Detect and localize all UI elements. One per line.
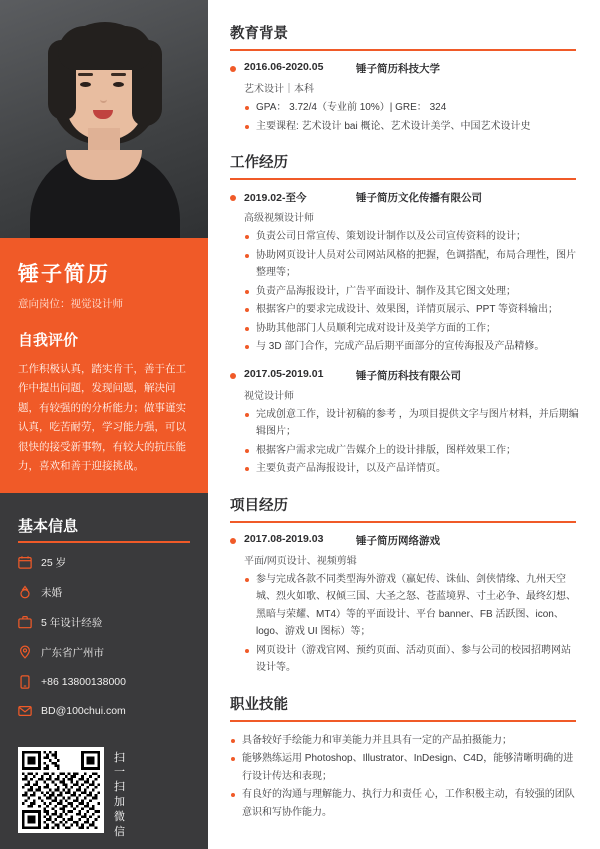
project-role: 平面/网页设计、视频剪辑	[244, 555, 357, 567]
list-item: GPA： 3.72/4（专业前 10%）| GRE： 324	[244, 99, 580, 117]
list-item: 网页设计（游戏官网、预约页面、活动页面）、参与公司的校园招聘网站设计等。	[244, 642, 580, 677]
work-section	[230, 151, 580, 478]
list-item: 根据客户的要求完成设计、效果图，详情页展示、PPT 等资料输出；	[244, 301, 580, 319]
list-item: 能够熟练运用 Photoshop、Illustrator、InDesign、C4D，能够清晰明确的进行设计传达和表现；	[230, 750, 580, 785]
list-item: 主要负责产品海报设计，以及产品详情页。	[244, 460, 580, 478]
education-school: 锤子简历科技大学	[356, 63, 440, 75]
info-experience: 5 年设计经验	[41, 616, 103, 629]
list-item: 协助网页设计人员对公司网站风格的把握，色调搭配，布局合理性，图片整理等；	[244, 247, 580, 282]
education-date: 2016.06-2020.05	[244, 61, 324, 73]
project-section	[230, 494, 580, 677]
info-marital-status: 未婚	[41, 586, 62, 599]
phone-icon	[18, 675, 32, 689]
qr-block	[0, 741, 208, 840]
mail-icon	[18, 704, 32, 718]
work-date: 2017.05-2019.01	[244, 367, 324, 380]
info-location: 广东省广州市	[41, 646, 104, 659]
skills-section	[230, 693, 580, 822]
info-email: BD@100chui.com	[41, 704, 126, 717]
target-position: 意向岗位：视觉设计师	[18, 298, 123, 310]
basic-info-title: 基本信息	[18, 515, 190, 543]
list-item: 协助其他部门人员顺利完成对设计及美学方面的工作；	[244, 320, 580, 338]
work-position: 视觉设计师	[244, 390, 294, 402]
work-date: 2019.02-至今	[244, 192, 307, 204]
work-company: 锤子简历文化传播有限公司	[356, 192, 482, 204]
info-row	[18, 555, 190, 570]
resume-name: 锤子简历	[18, 263, 110, 286]
info-row	[18, 645, 190, 660]
list-item: 根据客户需求完成广告媒介上的设计排版，图样效果工作；	[244, 442, 580, 460]
project-details	[244, 571, 580, 677]
profile-photo	[0, 0, 208, 238]
list-item: 主要课程: 艺术设计 bai 概论、艺术设计美学、中国艺术设计史	[244, 118, 580, 136]
skills-title: 职业技能	[230, 693, 576, 722]
education-title: 教育背景	[230, 22, 576, 51]
list-item: 具备较好手绘能力和审美能力并且具有一定的产品拍摄能力；	[230, 732, 580, 750]
list-item: 与 3D 部门合作，完成产品后期平面部分的宣传海报及产品精修。	[244, 338, 580, 356]
education-section	[230, 22, 580, 135]
list-item: 负责公司日常宣传、策划设计制作以及公司宣传资料的设计；	[244, 228, 580, 246]
basic-info-section	[0, 493, 208, 741]
info-row	[18, 615, 190, 630]
qr-code	[18, 747, 104, 833]
info-row	[18, 675, 190, 689]
education-details	[244, 99, 580, 135]
list-item: 参与完成各款不同类型海外游戏（嬴妃传、诛仙、剑侠情缘、九州天空城、烈火如歌、权倾三国、大圣之怒、苍蓝境界、寸土必争、最终幻想、黑暗与荣耀、MT4）等的平面设计、平台 banner、FB 活跃图、icon、logo、游戏 UI 图标）等；	[244, 571, 580, 641]
briefcase-icon	[18, 615, 32, 629]
work-duties	[244, 406, 580, 478]
work-position: 高级视频设计师	[244, 213, 314, 224]
calendar-icon	[18, 555, 32, 569]
ring-icon	[18, 585, 32, 599]
education-major: 艺术设计｜本科	[244, 84, 314, 95]
education-entry	[230, 61, 580, 135]
list-item: 负责产品海报设计，广告平面设计、制作及其它图文处理；	[244, 283, 580, 301]
qr-label: 扫一扫加微信	[114, 751, 126, 838]
work-title: 工作经历	[230, 151, 576, 180]
resume-main	[208, 0, 600, 849]
skills-list	[230, 732, 580, 822]
project-title: 项目经历	[230, 494, 576, 523]
project-name: 锤子简历网络游戏	[356, 534, 440, 547]
self-evaluation-title: 自我评价	[18, 332, 79, 349]
info-row	[18, 704, 190, 718]
info-row	[18, 585, 190, 600]
self-evaluation-text: 工作积极认真，踏实肯干，善于在工作中提出问题，发现问题，解决问题，有较强的的分析能力；做事谨实认真，吃苦耐劳，学习能力强，可以很快的接受新事物，有较大的抗压能力，喜欢和善于迎接挑战。	[18, 363, 186, 473]
info-age: 25 岁	[41, 556, 67, 569]
list-item: 完成创意工作，设计初稿的参考 ，为项目提供文字与图片材料，并后期编辑图片；	[244, 406, 580, 441]
project-entry	[230, 533, 580, 677]
project-date: 2017.08-2019.03	[244, 532, 324, 545]
location-icon	[18, 645, 32, 659]
identity-block	[0, 238, 208, 493]
work-company: 锤子简历科技有限公司	[356, 369, 461, 382]
list-item: 有良好的沟通与理解能力、执行力和责任 心，工作积极主动，有较强的团队意识和写协作能力。	[230, 786, 580, 821]
info-phone: +86 13800138000	[41, 675, 126, 688]
work-entry	[230, 368, 580, 478]
work-duties	[244, 228, 580, 356]
work-entry	[230, 190, 580, 356]
resume-sidebar	[0, 0, 208, 849]
